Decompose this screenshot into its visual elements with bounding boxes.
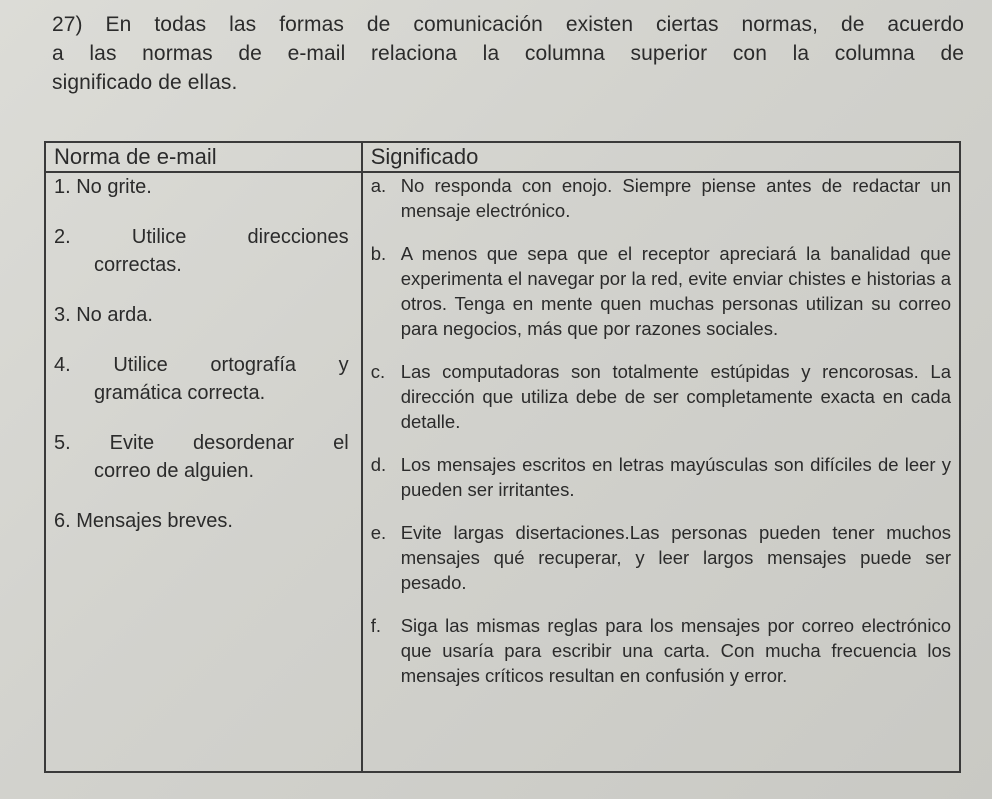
norm-text: 1. No grite.	[54, 176, 152, 198]
norm-text: 2. Utilice direcciones	[54, 226, 349, 248]
meaning-text: Siga las mismas reglas para los mensajes por correo electrónico que usaría para escribir una carta. Con mucha frecuencia los mensajes críticos resultan en confusión y error.	[400, 615, 951, 686]
meaning-letter: b.	[370, 243, 387, 264]
meaning-letter: d.	[370, 454, 387, 475]
header-significado: Significado	[362, 142, 960, 172]
norm-item-5	[54, 429, 349, 485]
meaning-text: Evite largas disertaciones.Las personas pueden tener muchos mensajes qué recuperar, y leer largos mensajes puede ser pesado.	[400, 522, 951, 593]
norm-text: 3. No arda.	[54, 304, 153, 326]
norm-text: 6. Mensajes breves.	[54, 510, 233, 532]
norm-text-continued: correctas.	[94, 254, 182, 276]
norm-item-6	[54, 507, 349, 535]
meaning-letter: a.	[370, 175, 387, 196]
norm-item-1	[54, 173, 349, 201]
table-body-row	[45, 172, 960, 772]
meaning-item-c	[371, 359, 951, 434]
norm-item-3	[54, 301, 349, 329]
meaning-text: No responda con enojo. Siempre piense antes de redactar un mensaje electrónico.	[400, 175, 951, 221]
norm-text-continued: correo de alguien.	[94, 460, 255, 482]
meaning-item-e	[371, 520, 951, 595]
meanings-list	[363, 173, 959, 688]
norm-text-continued: gramática correcta.	[94, 382, 266, 404]
question-line-3: significado de ellas.	[52, 71, 238, 94]
norm-text: 5. Evite desordenar el	[54, 432, 349, 454]
question-line-2: a las normas de e-mail relaciona la columna superior con la columna de	[52, 42, 964, 65]
meaning-letter: c.	[370, 361, 386, 382]
header-norma: Norma de e-mail	[45, 142, 362, 172]
meaning-text: Las computadoras son totalmente estúpidas y rencorosas. La dirección que utiliza debe de ser completamente exacta en cada detalle.	[400, 361, 951, 432]
norm-item-2	[54, 223, 349, 279]
meaning-letter: e.	[370, 522, 387, 543]
norms-column	[45, 172, 362, 772]
meaning-item-b	[371, 241, 951, 341]
meaning-item-f	[371, 613, 951, 688]
matching-table	[44, 141, 961, 773]
meaning-item-d	[371, 452, 951, 502]
norms-list	[46, 173, 361, 535]
question-line-1: 27) En todas las formas de comunicación existen ciertas normas, de acuerdo	[52, 13, 964, 36]
meaning-item-a	[371, 173, 951, 223]
norm-text: 4. Utilice ortografía y	[54, 354, 349, 376]
meaning-letter: f.	[370, 615, 381, 636]
meanings-column	[362, 172, 960, 772]
question-text	[52, 10, 964, 97]
meaning-text: Los mensajes escritos en letras mayúsculas son difíciles de leer y pueden ser irritantes.	[400, 454, 951, 500]
meaning-text: A menos que sepa que el receptor apreciará la banalidad que experimenta el navegar por la red, evite enviar chistes e historias a otros. Tenga en mente quen muchas personas utilizan su correo para negocios, más que por razones sociales.	[400, 243, 951, 339]
table-header-row	[45, 142, 960, 172]
norm-item-4	[54, 351, 349, 407]
